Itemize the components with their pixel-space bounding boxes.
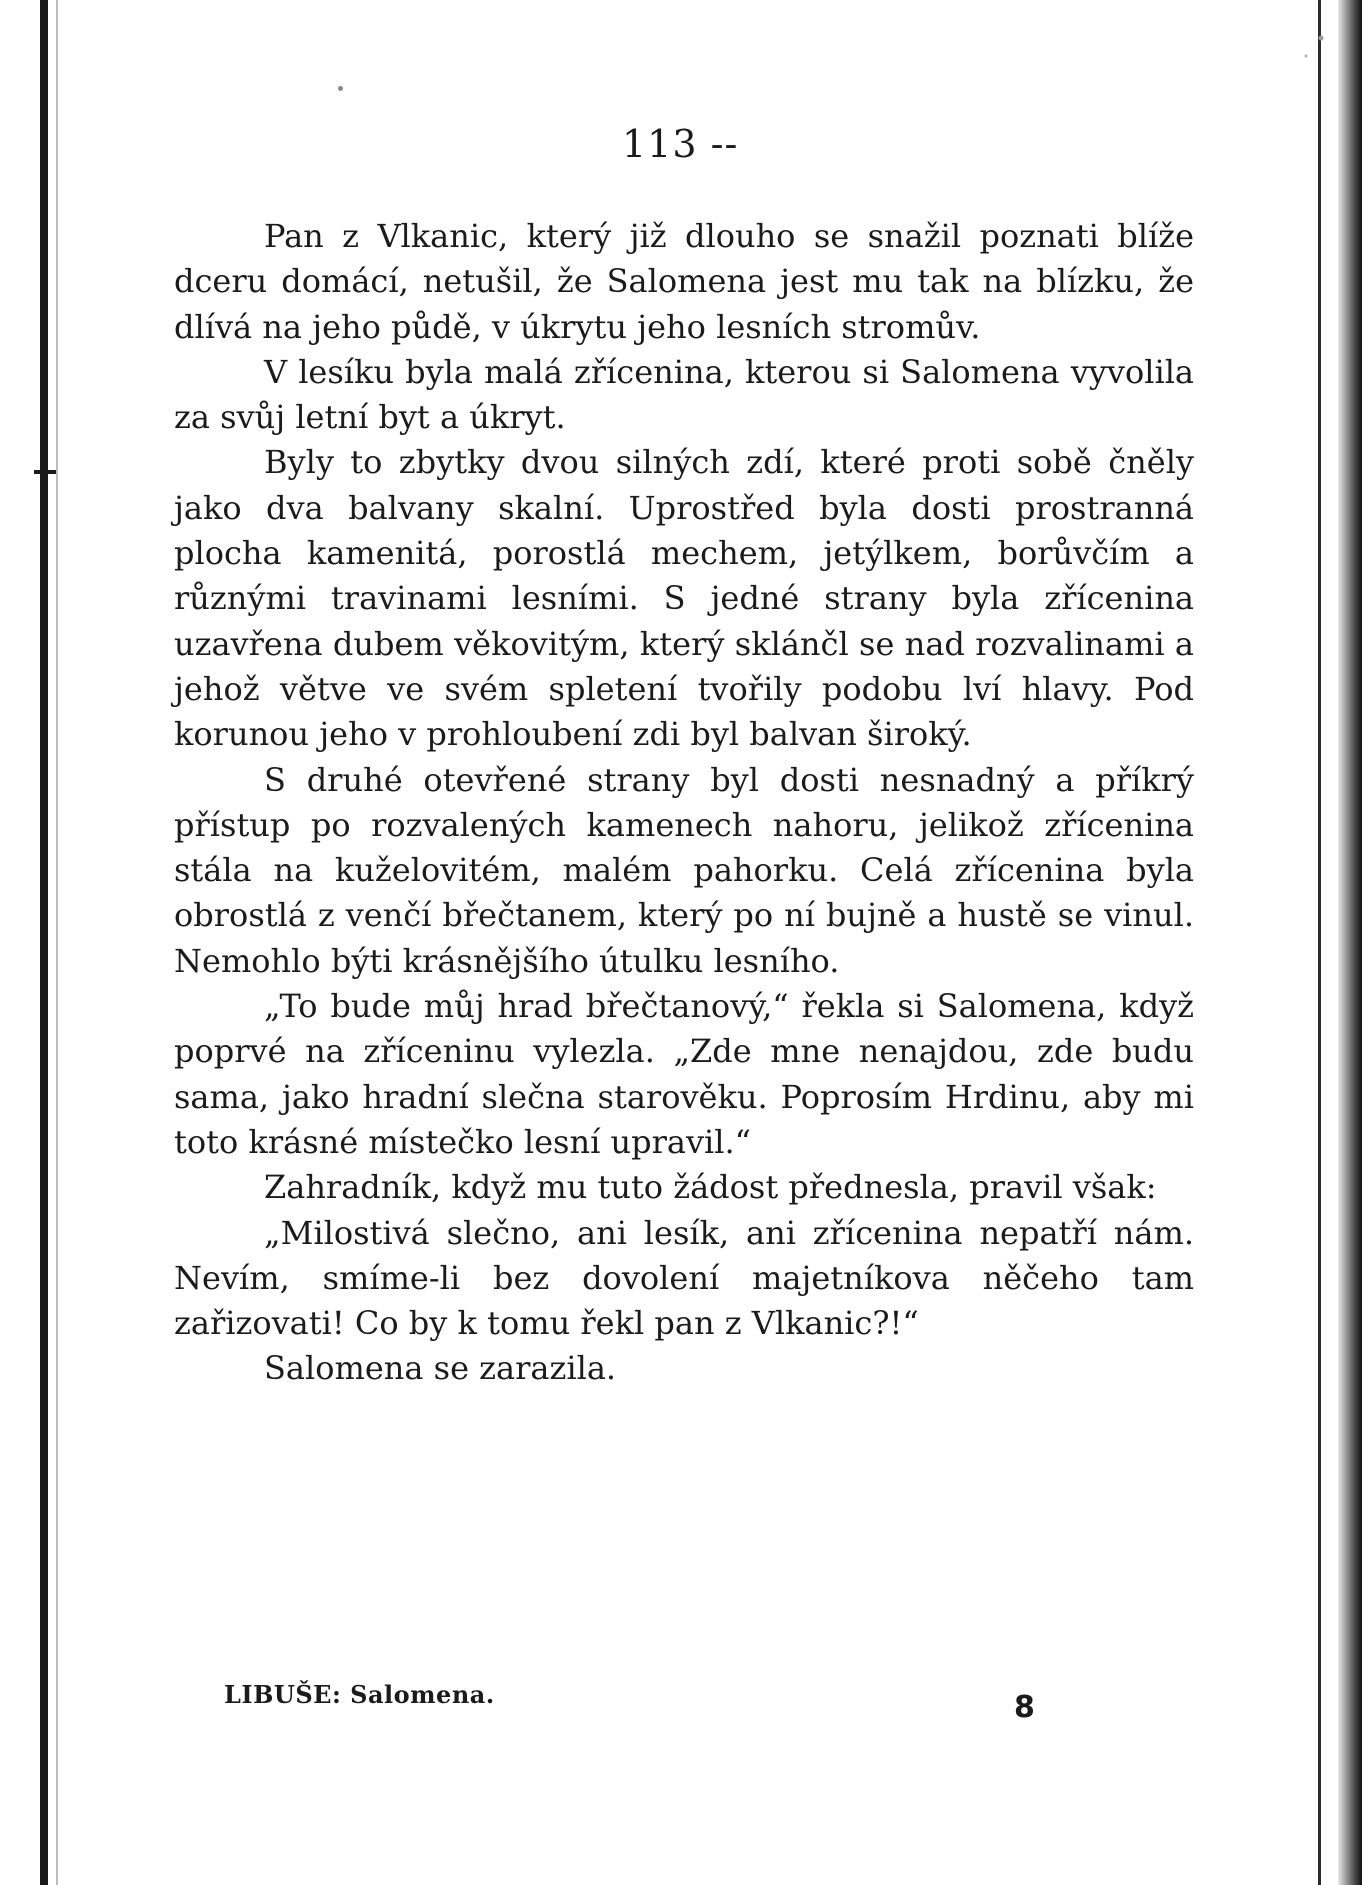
paragraph: V lesíku byla malá zřícenina, kterou si Salomena vyvolila za svůj letní byt a úkryt. xyxy=(174,352,1194,437)
paragraph: Salomena se zarazila. xyxy=(264,1349,617,1388)
paragraph: Byly to zbytky dvou silných zdí, které proti sobě čněly jako dva balvany skalní. Uprostřed byla dosti prostranná plocha kamenitá, porostlá mechem, jetýlkem, borůvčím a různými travinami lesními. S jedné strany byla zřícenina uzavřena dubem věkovitým, který sklánčl se nad rozvalinami a jehož větve ve svém spletení tvořily podobu lví hlavy. Pod korunou jeho v prohloubení zdi byl balvan široký. xyxy=(174,443,1194,754)
body-text xyxy=(174,214,1194,1392)
scan-dot xyxy=(338,86,343,91)
binding-mark xyxy=(34,470,56,474)
page-edge-shadow xyxy=(1338,0,1362,1885)
paragraph: „Milostivá slečno, ani lesík, ani zřícenina nepatří nám. Nevím, smíme-li bez dovolení majetníkova něčeho tam zařizovati! Co by k tomu řekl pan z Vlkanic?!“ xyxy=(174,1213,1194,1343)
book-page xyxy=(62,0,1318,1885)
page-number-header: 113 -- xyxy=(622,122,739,166)
binding-rule xyxy=(40,0,48,1885)
sheet-number: 8 xyxy=(1014,1690,1035,1725)
paragraph: Pan z Vlkanic, který již dlouho se snažil poznati blíže dceru domácí, netušil, že Salomena jest mu tak na blízku, že dlívá na jeho půdě, v úkrytu jeho lesních stromův. xyxy=(174,217,1194,346)
signature-line: LIBUŠE: Salomena. xyxy=(224,1680,495,1709)
page-edge-rule xyxy=(1318,0,1321,1885)
paragraph: S druhé otevřené strany byl dosti nesnadný a příkrý přístup po rozvalených kamenech nahoru, jelikož zřícenina stála na kuželovitém, malém pahorku. Celá zřícenina byla obrostlá z venčí břečtanem, který po ní bujně a hustě se vinul. Nemohlo býti krásnějšího útulku lesního. xyxy=(174,760,1194,980)
paragraph: „To bude můj hrad břečtanový,“ řekla si Salomena, když poprvé na zříceninu vylezla. „Zde mne nenajdou, zde budu sama, jako hradní slečna starověku. Poprosím Hrdinu, aby mi toto krásné místečko lesní upravil.“ xyxy=(174,987,1194,1161)
paragraph: Zahradník, když mu tuto žádost přednesla, pravil však: xyxy=(264,1168,1157,1207)
binding-edge xyxy=(0,0,62,1885)
binding-rule-thin xyxy=(56,0,58,1885)
